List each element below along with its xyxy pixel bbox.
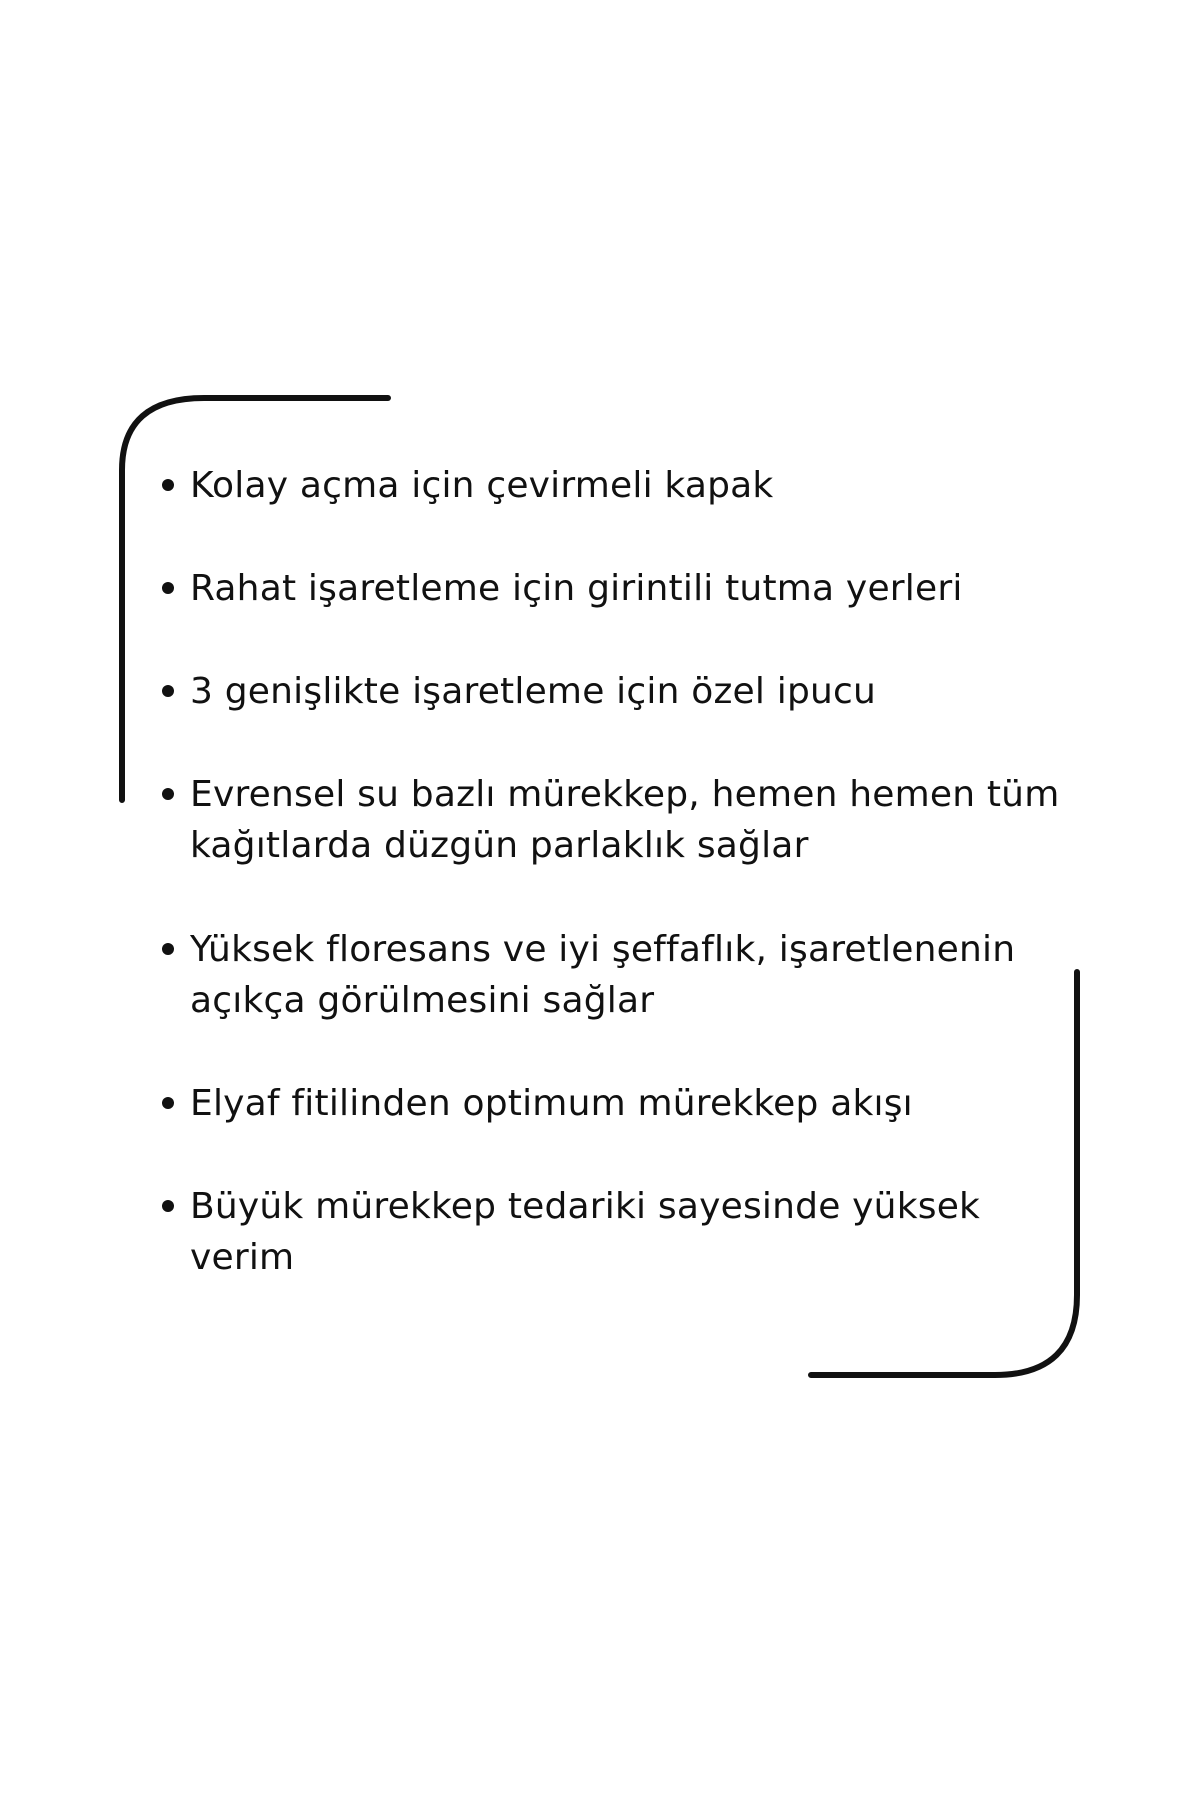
feature-text: 3 genişlikte işaretleme için özel ipucu [190,671,877,712]
feature-item [190,1078,1070,1129]
feature-text: Elyaf fitilinden optimum mürekkep akışı [190,1083,913,1124]
bullet-icon [162,582,174,594]
feature-text: Büyük mürekkep tedariki sayesinde yüksek verim [190,1186,981,1278]
feature-text: Kolay açma için çevirmeli kapak [190,465,774,506]
feature-item [190,666,1070,717]
bullet-icon [162,1200,174,1212]
feature-item [190,563,1070,614]
bullet-icon [162,1097,174,1109]
bullet-icon [162,479,174,491]
feature-item [190,769,1070,871]
feature-item [190,924,1070,1026]
feature-item [190,1181,1070,1283]
feature-item [190,460,1070,511]
bullet-icon [162,685,174,697]
bullet-icon [162,943,174,955]
feature-text: Evrensel su bazlı mürekkep, hemen hemen tüm kağıtlarda düzgün parlaklık sağlar [190,774,1060,866]
feature-text: Rahat işaretleme için girintili tutma yerleri [190,568,963,609]
feature-text: Yüksek floresans ve iyi şeffaflık, işaretlenenin açıkça görülmesini sağlar [190,929,1016,1021]
bullet-icon [162,788,174,800]
